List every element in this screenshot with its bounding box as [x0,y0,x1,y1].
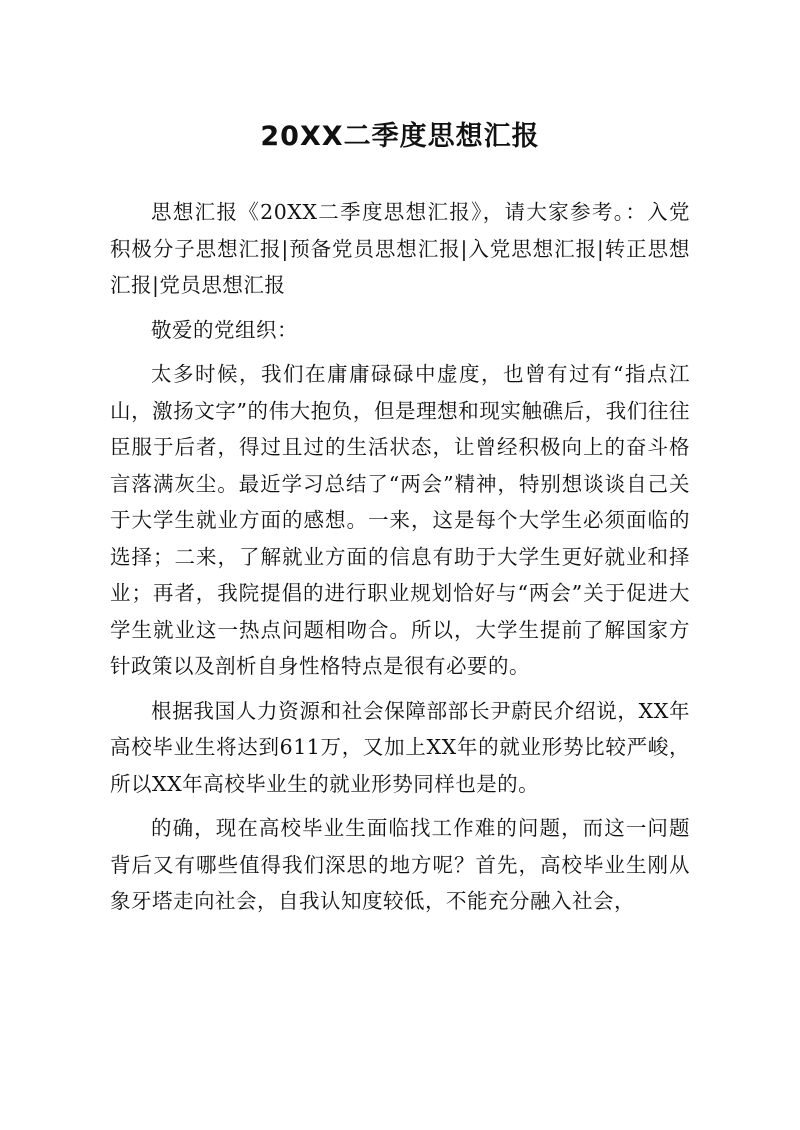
salutation: 敬爱的党组织： [151,317,298,342]
body-paragraph: 太多时候，我们在庸庸碌碌中虚度，也曾有过有“指点江山，激扬文字”的伟大抱负，但是理想和现实触礁后，我们往往臣服于后者，得过且过的生活状态，让曾经积极向上的奋斗格言落满灰尘。最近学习总结了“两会”精神，特别想谈谈自己关于大学生就业方面的感想。一来，这是每个大学生必须面临的选择；二来，了解就业方面的信息有助于大学生更好就业和择业；再者，我院提倡的进行职业规划恰好与“两会”关于促进大学生就业这一热点问题相吻合。所以，大学生提前了解国家方针政策以及剖析自身性格特点是很有必要的。 [110,362,690,678]
intro-paragraph: 思想汇报《20XX二季度思想汇报》，请大家参考。：入党积极分子思想汇报|预备党员思想汇报|入党思想汇报|转正思想汇报|党员思想汇报 [110,200,690,297]
document-title: 20XX二季度思想汇报 [260,121,540,153]
body-paragraph: 根据我国人力资源和社会保障部部长尹蔚民介绍说，XX年高校毕业生将达到611万，又加上XX年的就业形势比较严峻，所以XX年高校毕业生的就业形势同样也是的。 [110,698,690,796]
document-body [110,194,690,928]
body-paragraph: 的确，现在高校毕业生面临找工作难的问题，而这一问题背后又有哪些值得我们深思的地方呢？首先，高校毕业生刚从象牙塔走向社会，自我认知度较低，不能充分融入社会， [110,816,690,913]
